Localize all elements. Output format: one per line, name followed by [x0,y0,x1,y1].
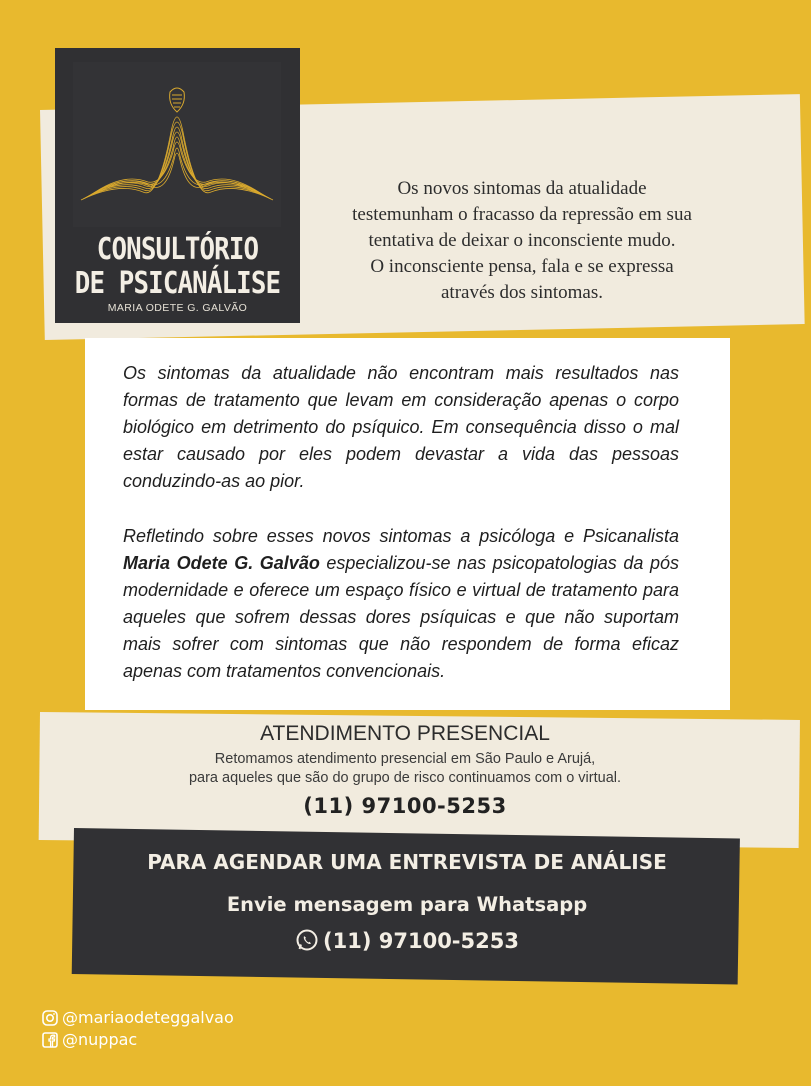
cta-phone: (11) 97100-5253 [323,929,519,953]
intro-line: Os novos sintomas da atualidade [397,178,647,199]
cta-phone-row[interactable] [74,928,740,953]
paragraph2-start: Refletindo sobre esses novos sintomas a psicóloga e Psicanalista [123,526,679,546]
logo-emblem [73,62,281,227]
attendance-title: ATENDIMENTO PRESENCIAL [260,722,550,745]
instagram-handle: @mariaodeteggalvao [62,1008,234,1027]
body-paragraph-2 [123,523,679,685]
cta-subline: Envie mensagem para Whatsapp [226,893,588,916]
intro-line: tentativa de deixar o inconsciente mudo. [368,230,676,251]
logo-subtitle: MARIA ODETE G. GALVÃO [107,302,248,314]
logo-title [72,233,283,301]
attendance-line2: para aqueles que são do grupo de risco continuamos com o virtual. [188,770,622,786]
body-paragraph-1: Os sintomas da atualidade não encontram mais resultados nas formas de tratamento que levam em consideração apenas o corpo biológico em detrimento do psíquico. Em consequência disso o mal estar causado por eles podem devastar a vida das pessoas conduzindo-as ao pior. [123,363,679,491]
intro-line: através dos sintomas. [440,282,603,303]
facebook-icon [42,1032,58,1052]
attendance-phone[interactable]: (11) 97100-5253 [303,794,507,818]
cta-headline: PARA AGENDAR UMA ENTREVISTA DE ANÁLISE [147,850,667,874]
intro-line: O inconsciente pensa, fala e se expressa [370,256,674,277]
intro-text [312,176,732,306]
therapist-name: Maria Odete G. Galvão [123,553,320,573]
whatsapp-icon [295,928,319,952]
facebook-handle-row[interactable] [42,1030,137,1052]
intro-line: testemunham o fracasso da repressão em sua [352,204,692,225]
paragraph2-end: especializou-se nas psicopatologias da pós modernidade e oferece um espaço físico e virtual de tratamento para aqueles que sofrem dessas dores psíquicas e que não suportam mais sofrer com sintomas que não respondem de forma eficaz apenas com tratamentos convencionais. [123,553,679,681]
instagram-handle-row[interactable] [42,1008,234,1030]
wave-emblem-icon [73,62,281,227]
logo-title-line1: CONSULTÓRIO [96,232,259,267]
instagram-icon [42,1010,58,1030]
attendance-line1: Retomamos atendimento presencial em São Paulo e Arujá, [214,751,596,767]
logo-title-line2: DE PSICANÁLISE [74,266,281,301]
facebook-handle: @nuppac [62,1030,138,1049]
